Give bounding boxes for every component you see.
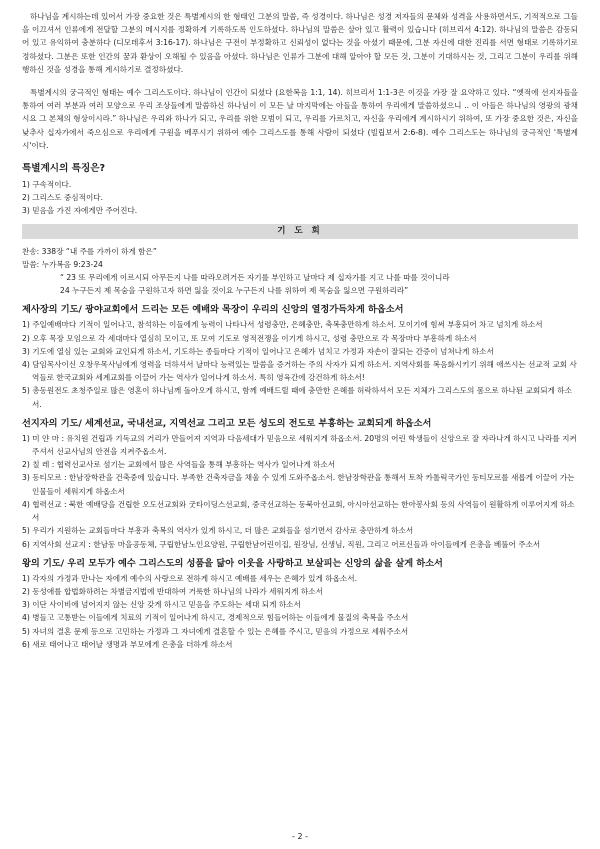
list-item: 6) 지역사회 선교지 : 한남동 마을공동체, 구립한남노인요양원, 구립한남어린이집, 원장님, 선생님, 직원, 그리고 어르신들과 아이들에게 은총을 베풀어 주소서 (22, 539, 541, 549)
list-item: 3) 믿음을 가진 자에게만 주어진다. (22, 206, 138, 216)
list-item: 5) 총동원전도 초청주일로 많은 영혼이 하나님께 돌아오게 하시고, 함께 예배드릴 때에 충만한 은혜를 허락하셔서 모든 지체가 그리스도의 몸으로 하나된 교회되게 하소서. (22, 386, 572, 409)
scripture-line: 말씀: 누가복음 9:23-24 (22, 259, 103, 269)
section-items (22, 318, 578, 410)
list-item: 4) 병들고 고통받는 이들에게 치료의 기적이 일어나게 하시고, 경제적으로 힘들어하는 이들에게 물질의 축복을 주소서 (22, 613, 409, 623)
list-item: 3) 기도에 열심 있는 교회와 교인되게 하소서, 기도하는 종들마다 기적이 일어나고 은혜가 넘치고 가정과 자손이 잘되는 간증이 넘쳐나게 하소서 (22, 346, 494, 356)
verse-text (22, 271, 578, 297)
verse-line-2: 24 누구든지 제 목숨을 구원하고자 하면 잃을 것이요 누구든지 나를 위하여 제 목숨을 잃으면 구원하리라” (60, 286, 409, 296)
verse-line-1: “ 23 또 무리에게 이르시되 아무든지 나를 따라오려거든 자기를 부인하고 날마다 제 십자가를 지고 나를 따를 것이니라 (60, 273, 450, 283)
section-title: 제사장의 기도/ 광야교회에서 드리는 모든 예배와 목장이 우리의 신앙의 열정가득차게 하옵소서 (22, 304, 404, 316)
intro-paragraph-1: 하나님을 계시하는데 있어서 가장 중요한 것은 특별계시의 한 형태인 그분의 말씀, 즉 성경이다. 하나님은 성경 저자들의 문체와 성격을 사용하면서도, 기적적으로 그들을 이끄셔서 인류에게 전달할 그분의 메시지를 정확하게 기록하도록 인도하셨다. 하나님의 말씀은 살아 있고 활력이 있습니다 (히브리서 4:12). 하나님의 말씀은 감동되어 있고 유익하여 충분하다 (디모데후서 3:16-17). 하나님은 구전이 부정확하고 신뢰성이 없다는 것을 아셨기 때문에, 그분 자신에 대한 진리를 서면 형태로 기록하기로 정하셨다. 그분은 또한 인간의 꿈과 환상이 오해될 수 있음을 아셨다. 하나님은 인류가 그분에 대해 알아야 할 모든 것, 그분이 기대하시는 것, 그리고 그분이 우리를 위해 행하신 것을 성경을 통해 계시하기로 결정하셨다. (22, 12, 578, 74)
list-item: 3) 동티모르 : 한남장학관을 건축중에 있습니다. 부족한 건축자금을 채울 수 있게 도와주옵소서. 한남장학관을 통해서 토착 카톨릭국가인 동티모르를 새롭게 이끌어 가는 인물들이 세워지게 하옵소서 (22, 473, 575, 496)
list-item: 2) 동성애를 합법화하려는 차별금지법에 반대하여 거룩한 하나님의 나라가 세워지게 하소서 (22, 586, 323, 596)
page-number: - 2 - (292, 831, 308, 841)
hymn-line: 찬송: 338장 “내 주를 가까이 하게 함은” (22, 246, 157, 256)
prayer-meeting-banner: 기 도 회 (22, 224, 578, 239)
list-item: 5) 우리가 지원하는 교회들마다 부흥과 축복의 역사가 있게 하시고, 더 많은 교회들을 섬기면서 감사로 충만하게 하소서 (22, 526, 414, 536)
list-item: 2) 오후 목장 모임으로 각 세대마다 열심히 모이고, 또 모여 기도로 영적전쟁을 이기게 하시고, 성령 충만으로 각 목장마다 부흥하게 하소서 (22, 333, 477, 343)
features-list (22, 178, 578, 218)
list-item: 1) 구속적이다. (22, 180, 72, 190)
list-item: 3) 이단 사이비에 넘어지지 않는 신앙 갖게 하시고 믿음을 주도하는 세대 되게 하소서 (22, 600, 301, 610)
list-item: 6) 새로 태어나고 태어날 생명과 부모에게 은총을 더하게 하소서 (22, 639, 233, 649)
list-item: 5) 자녀의 결혼 문제 등으로 고민하는 가정과 그 자녀에게 결혼할 수 있는 은혜를 주시고, 믿음의 가정으로 세워주소서 (22, 626, 409, 636)
prayer-section-king (22, 557, 578, 651)
list-item: 1) 미 얀 마 : 유치원 건립과 기독교의 거리가 만들어져 지역과 다음세대가 믿음으로 세워지게 하옵소서. 20명의 어린 학생들이 신앙으로 잘 자라나게 하시고 나라를 지켜주셔서 선교사님의 안전을 지켜주옵소서. (22, 433, 577, 457)
list-item: 1) 주일예배마다 기적이 일어나고, 참석하는 이들에게 능력이 나타나서 성령충만, 은혜충만, 축복충만하게 하소서. 모이기에 힘써 부흥되어 차고 넘치게 하소서 (22, 320, 543, 330)
section-title: 왕의 기도/ 우리 모두가 예수 그리스도의 성품을 닮아 이웃을 사랑하고 보살피는 신앙의 삶을 살게 하소서 (22, 557, 443, 569)
features-title: 특별계시의 특징은? (22, 163, 106, 175)
section-title: 선지자의 기도/ 세계선교, 국내선교, 지역선교 그리고 모든 성도의 전도로 부흥하는 교회되게 하옵소서 (22, 417, 432, 429)
list-item: 1) 각자의 가정과 만나는 자에게 예수의 사랑으로 전하게 하시고 예배를 세우는 은혜가 있게 하옵소서. (22, 573, 358, 583)
list-item: 4) 협력선교 : 북한 예배당을 건립한 오도선교회와 굿타이딩스선교회, 중국선교하는 동북아선교회, 아시아선교하는 한아봉사회 등의 사역들이 원활하게 이루어지게 하소서 (22, 499, 575, 523)
list-item: 4) 담임목사이신 오창우목사님에게 영력을 더하셔서 날마다 능력있는 말씀을 증거하는 주의 사자가 되게 하소서. 지역사회를 복음화시키기 위해 애쓰시는 선교적 교회 사역들로 한국교회와 세계교회를 이끌어 가는 역사가 일어나게 하소서. 특히 영육간에 강건하게 하소서! (22, 360, 577, 383)
prayer-section-prophet (22, 417, 578, 551)
list-item: 2) 칠 레 : 협력선교사로 섬기는 교회에서 많은 사역들을 통해 부흥하는 역사가 일어나게 하소서 (22, 460, 336, 470)
intro-paragraph-2: 특별계시의 궁극적인 형태는 예수 그리스도이다. 하나님이 인간이 되셨다 (요한복음 1:1, 14). 히브리서 1:1-3은 이것을 가장 잘 요약하고 있다. “옛적에 선지자들을 통하여 여러 부분과 여러 모양으로 우리 조상들에게 말씀하신 하나님이 이 모든 날 마지막에는 아들을 통하여 우리에게 말씀하셨으니 .. 이 아들은 하나님의 영광의 광채시요 그 본체의 형상이시라.” 하나님은 우리와 하나가 되고, 우리를 위한 모범이 되고, 우리를 가르치고, 자신을 우리에게 계시하시기 위하여, 또 가장 중요한 것은, 자신을 낮추사 십자가에서 죽으심으로 우리에게 구원을 베푸시기 위하여 예수 그리스도를 통해 사람이 되셨다 (빌립보서 2:6-8). 예수 그리스도는 하나님의 궁극적인 '특별계시'이다. (22, 88, 578, 150)
list-item: 2) 그리스도 중심적이다. (22, 193, 104, 203)
section-items (22, 572, 578, 651)
section-items (22, 432, 578, 551)
prayer-section-priest (22, 303, 578, 410)
